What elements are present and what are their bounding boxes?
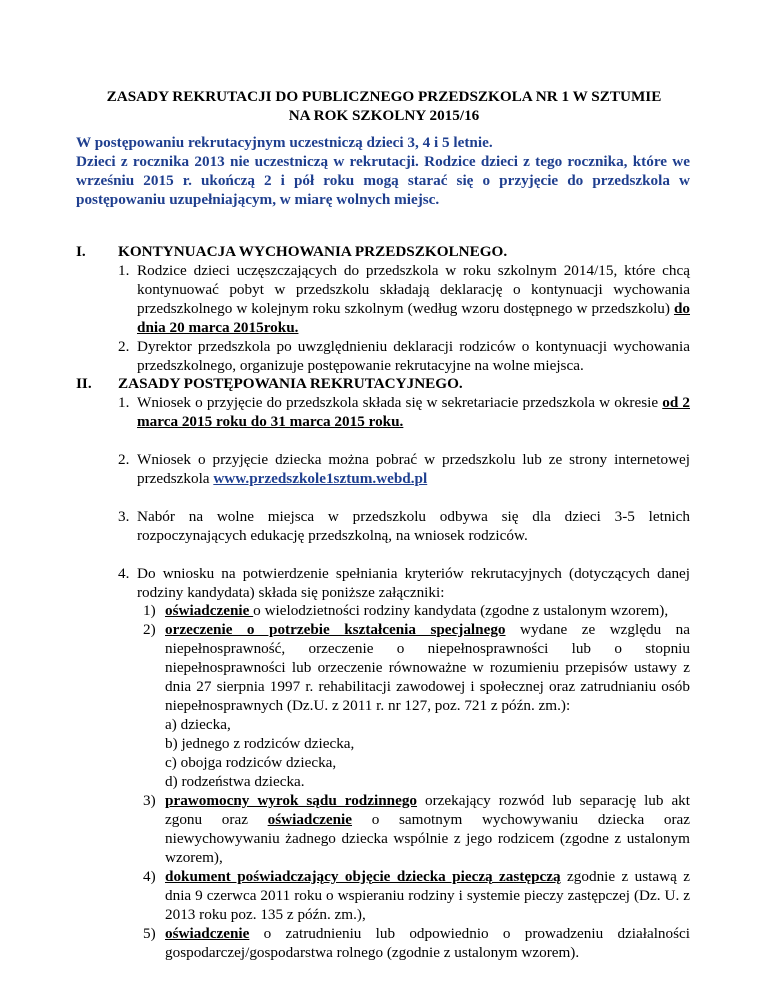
section-1-item-1 xyxy=(118,261,690,337)
section-1-heading xyxy=(76,242,507,261)
sublist-item-b: b) jednego z rodziców dziecka, xyxy=(165,735,355,752)
attachment-text: wydane ze względu na niepełnosprawność, orzeczenie o niepełnosprawności lub o stopniu niepełnosprawności lub orzeczenie równoważne w rozumieniu przepisów ustawy z dnia 27 sierpnia 1997 r. rehabilitacji zawodowej i społecznej oraz zatrudnianiu osób niepełnosprawnych (Dz.U. z 2011 r. nr 127, poz. 721 z późn. zm.): xyxy=(165,621,690,714)
attachment-3 xyxy=(143,791,690,867)
document-title xyxy=(60,87,708,125)
section-1-title: KONTYNUACJA WYCHOWANIA PRZEDSZKOLNEGO. xyxy=(118,243,508,260)
attachment-2-sublist xyxy=(165,715,690,791)
item-number: 4. xyxy=(118,565,130,582)
item-text: Wniosek o przyjęcie do przedszkola składa się w sekretariacie przedszkola w okresie xyxy=(137,394,663,411)
item-text: Wniosek o przyjęcie dziecka można pobrać w przedszkolu lub ze strony internetowej przedszkola xyxy=(137,451,690,487)
attachment-number: 1) xyxy=(143,602,156,619)
section-2-heading xyxy=(76,374,463,393)
sublist-item-c: c) obojga rodziców dziecka, xyxy=(165,754,337,771)
attachments-list xyxy=(143,601,690,962)
title-line-2: NA ROK SZKOLNY 2015/16 xyxy=(288,107,480,124)
section-2-number: II. xyxy=(76,375,92,392)
period-text: od 2 marca 2015 roku do 31 marca 2015 roku. xyxy=(137,394,690,430)
deadline-text: do dnia 20 marca 2015roku. xyxy=(137,300,690,336)
attachment-number: 3) xyxy=(143,792,156,809)
section-2-item-4 xyxy=(118,564,690,602)
sublist-item-d: d) rodzeństwa dziecka. xyxy=(165,773,305,790)
item-text: Dyrektor przedszkola po uwzględnieniu deklaracji rodziców o kontynuacji wychowania przedszkolnego, organizuje postępowanie rekrutacyjne na wolne miejsca. xyxy=(137,338,690,374)
attachment-text: orzekający rozwód lub separację lub akt zgonu oraz xyxy=(165,792,690,828)
website-link[interactable]: www.przedszkole1sztum.webd.pl xyxy=(213,470,428,487)
sublist-item-a: a) dziecka, xyxy=(165,716,231,733)
item-text: Do wniosku na potwierdzenie spełniania kryteriów rekrutacyjnych (dotyczących danej rodziny kandydata) składa się poniższe załączniki: xyxy=(137,565,690,601)
attachment-number: 2) xyxy=(143,621,156,638)
attachment-doc: oświadczenie xyxy=(165,602,254,619)
section-2-item-1 xyxy=(118,393,690,431)
intro-paragraph-2: Dzieci z rocznika 2013 nie uczestniczą w rekrutacji. Rodzice dzieci z tego rocznika, które we wrześniu 2015 r. ukończą 2 i pół roku mogą starać się o przyjęcie do przedszkola w postępowaniu uzupełniającym, w miarę wolnych miejsc. xyxy=(76,153,690,208)
item-number: 1. xyxy=(118,394,130,411)
section-1-number: I. xyxy=(76,243,86,260)
item-number: 3. xyxy=(118,508,130,525)
attachment-text: o wielodzietności rodziny kandydata (zgodne z ustalonym wzorem), xyxy=(253,602,669,619)
section-1-list xyxy=(118,261,690,375)
attachment-doc: orzeczenie o potrzebie kształcenia specjalnego xyxy=(165,621,506,638)
attachment-number: 5) xyxy=(143,925,156,942)
attachment-doc-2: oświadczenie xyxy=(267,811,353,828)
section-2-item-3 xyxy=(118,507,690,545)
section-2-list xyxy=(118,393,690,602)
intro-paragraph-1: W postępowaniu rekrutacyjnym uczestniczą dzieci 3, 4 i 5 letnie. xyxy=(76,134,493,151)
item-number: 2. xyxy=(118,338,130,355)
title-line-1: ZASADY REKRUTACJI DO PUBLICZNEGO PRZEDSZKOLA NR 1 W SZTUMIE xyxy=(106,88,662,105)
item-text: Nabór na wolne miejsca w przedszkolu odbywa się dla dzieci 3-5 letnich rozpoczynających edukację przedszkolną, na wniosek rodziców. xyxy=(137,508,690,544)
attachment-text: zgodnie z ustawą z dnia 9 czerwca 2011 roku o wspieraniu rodziny i systemie pieczy zastępczej (Dz. U. z 2013 roku poz. 135 z późn. zm.), xyxy=(165,868,691,923)
attachment-number: 4) xyxy=(143,868,156,885)
attachment-5 xyxy=(143,924,690,962)
section-1-item-2 xyxy=(118,337,690,375)
attachment-doc: dokument poświadczający objęcie dziecka pieczą zastępczą xyxy=(165,868,561,885)
attachment-2 xyxy=(143,620,690,791)
item-number: 1. xyxy=(118,262,130,279)
item-number: 2. xyxy=(118,451,130,468)
attachment-text: o zatrudnieniu lub odpowiednio o prowadzeniu działalności gospodarczej/gospodarstwa rolnego (zgodnie z ustalonym wzorem). xyxy=(165,925,690,961)
attachment-doc: prawomocny wyrok sądu rodzinnego xyxy=(165,792,418,809)
attachment-4 xyxy=(143,867,690,924)
attachment-text-2: o samotnym wychowywaniu dziecka oraz niewychowywaniu żadnego dziecka wspólnie z jego rodzicem (zgodne z ustalonym wzorem), xyxy=(165,811,691,866)
attachment-doc: oświadczenie xyxy=(165,925,250,942)
item-text: Rodzice dzieci uczęszczających do przedszkola w roku szkolnym 2014/15, które chcą kontynuować pobyt w przedszkolu składają deklarację o kontynuacji wychowania przedszkolnego w kolejnym roku szkolnym (według wzoru dostępnego w przedszkolu) xyxy=(137,262,690,317)
section-2-item-2 xyxy=(118,450,690,488)
section-2-title: ZASADY POSTĘPOWANIA REKRUTACYJNEGO. xyxy=(118,375,463,392)
intro-notice xyxy=(76,133,690,209)
attachment-1 xyxy=(143,601,690,620)
